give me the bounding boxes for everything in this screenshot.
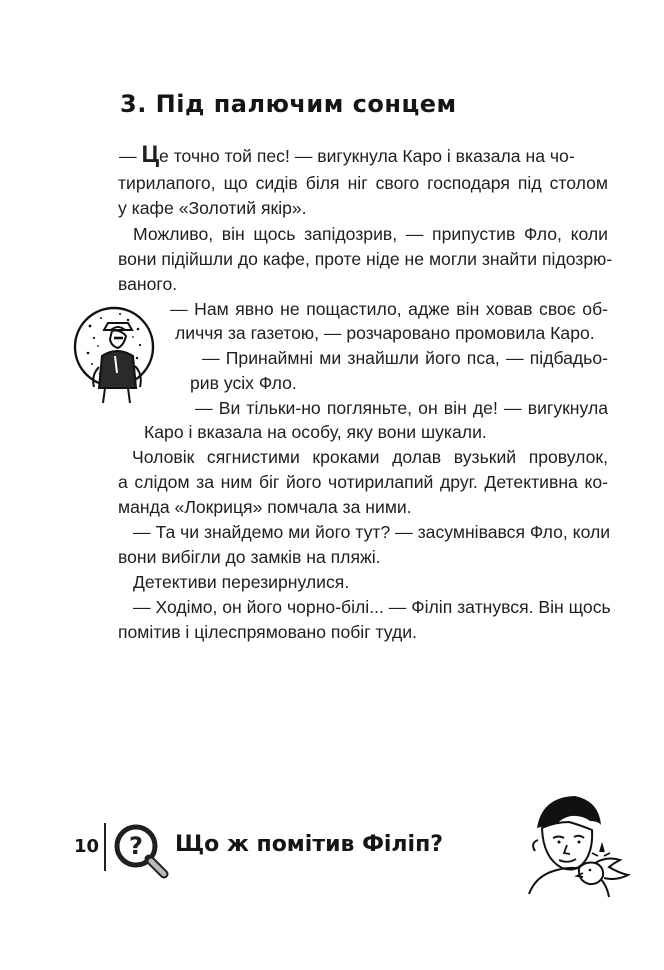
paragraph-line: — Та чи знайдемо ми його тут? — засумнівався Фло, коли — [133, 522, 611, 542]
footer-divider — [104, 823, 106, 871]
paragraph-line: вони підійшли до кафе, проте ніде не могли знайти підозрю- — [118, 249, 613, 269]
paragraph-line: — Принаймні ми знайшли його пса, — підбадьо- — [202, 348, 608, 368]
paragraph-line: помітив і цілеспрямовано побіг туди. — [118, 622, 417, 642]
paragraph-line: а слідом за ним біг його чотирилапий друг. Детективна ко- — [118, 472, 608, 492]
svg-text:?: ? — [129, 832, 143, 860]
chapter-title: 3. Під палючим сонцем — [120, 90, 457, 118]
paragraph-line: Чоловік сягнистими кроками долав вузький провулок, — [132, 447, 608, 467]
paragraph-line: — Ви тільки-но погляньте, он він де! — вигукнула — [195, 398, 608, 418]
line-text: е точно той пес! — вигукнула Каро і вказала на чо- — [159, 146, 575, 166]
paragraph-line: Можливо, він щось запідозрив, — припустив Фло, коли — [133, 224, 608, 244]
paragraph-line: личчя за газетою, — розчаровано промовила Каро. — [175, 323, 595, 343]
suspect-portrait-illustration — [72, 300, 158, 418]
paragraph-line: манда «Локриця» помчала за ними. — [118, 497, 412, 517]
paragraph-line: вони вибігли до замків на пляжі. — [118, 547, 381, 567]
paragraph-line: Детективи перезирнулися. — [133, 572, 350, 592]
magnifier-question-icon — [113, 823, 171, 881]
dropcap-letter: Ц — [141, 141, 160, 168]
paragraph-line: — Нам явно не пощастило, адже він ховав своє об- — [170, 299, 608, 319]
paragraph-line — [119, 143, 606, 168]
paragraph-line: — Ходімо, он його чорно-білі... — Філіп затнувся. Він щось — [133, 597, 611, 617]
paragraph-line: тирилапого, що сидів біля ніг свого господаря під столом — [118, 173, 608, 193]
paragraph-line: ваного. — [118, 274, 178, 294]
paragraph-line: Каро і вказала на особу, яку вони шукали. — [144, 422, 487, 442]
boy-with-bird-illustration — [518, 790, 634, 900]
dash-text: — — [119, 146, 142, 166]
footer-question: Що ж помітив Філіп? — [175, 832, 444, 857]
paragraph-line: рив усіх Фло. — [190, 373, 297, 393]
paragraph-line: у кафе «Золотий якір». — [118, 198, 307, 218]
page-number: 10 — [74, 836, 100, 857]
